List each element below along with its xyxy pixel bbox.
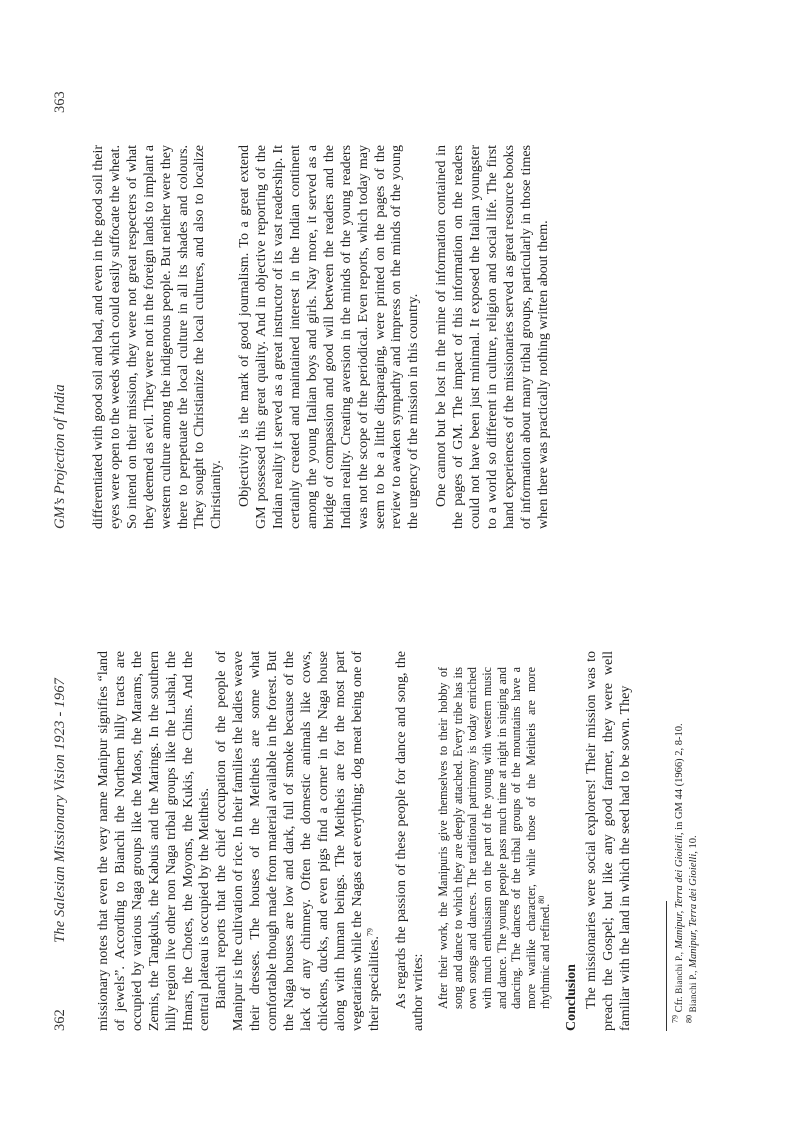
- paragraph: missionary notes that even the very name Manipur signifies “land of jewels”. According to Bianchi the Northern hilly tracts are occupied by various Naga groups like the Maos, the Marams, the Zemis, the Tangkuls, the Kabuis and the Marings. In the southern hilly region live other non Naga tribal groups like the Lushai, the Hmars, the Chotes, the Moyons, the Kukis, the Chins. And the central plateau is occupied by the Meitheis.: [96, 651, 213, 1031]
- block-quote: [436, 667, 553, 1009]
- right-page: [0, 0, 793, 561]
- footnote-marker: 79: [364, 928, 374, 937]
- footnote-number: 79: [670, 1015, 680, 1023]
- footnote-title: Manipur, Terra dei Gioielli,: [674, 832, 685, 950]
- footnote-marker: 80: [537, 895, 547, 904]
- running-title: GM’s Projection of India: [52, 384, 68, 529]
- footnote-rest: 10.: [687, 835, 699, 849]
- footnotes: [670, 651, 701, 1031]
- right-page-body: [91, 145, 553, 529]
- paragraph: Objectivity is the mark of good journalism. To a great extend GM possessed this great quality. And in objective reporting of the Indian reality it served as a great instructor of its vast readership. It certainly created and maintained interest in the Indian continent among the young Italian boys and girls. Nay more, it served as a bridge of compassion and good will between the readers and the Indian reality. Creating aversion in the minds of the young readers was not the scope of the periodical. Even reports, which today may seem to be a little disparaging, were printed on the pages of the review to awaken sympathy and impress on the minds of the young the urgency of the mission in this country.: [237, 145, 422, 529]
- footnote: [670, 651, 687, 1031]
- page-number: 363: [52, 91, 68, 113]
- footnote-rest: in GM 44 (1966) 2, 8-10.: [674, 723, 685, 830]
- quote-text: After their work, the Manipuris give themselves to their hobby of song and dance to which they are deeply attached. Every tribe has its own songs and dances. The traditional patrimony is today enriched with much enthusiasm on the part of the young with western music and dance. The young people pass much time at night in singing and dancing. The dances of the tribal groups of the mountains have a more warlike character, while those of the Meitheis are more rhythmic and refined.: [436, 667, 553, 1009]
- footnote-rule: [666, 901, 667, 1031]
- left-page-body: [96, 651, 635, 1031]
- paragraph: The missionaries were social explorers! Their mission was to preach the Gospel; but like any good farmer, they were well familiar with the land in which the seed had to be sown. They: [583, 651, 633, 1031]
- paragraph: differentiated with good soil and bad, and even in the good soil their eyes were open to the weeds which could easily suffocate the wheat. So intend on their mission, they were not great respecters of what they deemed as evil. They were not in the foreign lands to implant a western culture among the indigenous people. But neither were they there to perpetuate the local culture in all its shades and colours. They sought to Christianize the local cultures, and also to localize Christianity.: [91, 145, 225, 529]
- footnote-number: 80: [684, 1015, 694, 1023]
- running-title: The Salesian Missionary Vision 1923 - 1967: [52, 677, 68, 943]
- page-number: 362: [52, 1009, 68, 1031]
- footnote-author: Bianchi P.,: [674, 951, 684, 994]
- footnote-prefix: Cfr.: [674, 993, 685, 1013]
- section-heading: Conclusion: [563, 964, 579, 1031]
- paragraph: As regards the passion of these people for dance and song, the author writes:: [394, 651, 427, 1031]
- paragraph: One cannot but be lost in the mine of information contained in the pages of GM. The impact of this information on the readers could not have been just minimal. It exposed the Italian youngster to a world so different in culture, religion and social life. The first hand experiences of the missionaries served as great resource books of information about many tribal groups, particularly in those times when there was practically nothing written about them.: [434, 145, 551, 529]
- footnote: [684, 651, 701, 1031]
- paragraph: [214, 651, 383, 1031]
- footnote-title: Manipur, Terra dei Gioielli,: [687, 851, 699, 968]
- paragraph-text: Bianchi reports that the chief occupation of the people of Manipur is the cultivation of rice. In their families the ladies weave their dresses. The houses of the Meitheis are some what comfortable though made from material available in the forest. But the Naga houses are low and dark, full of smoke because of the lack of any chimney. Often the domestic animals like cows, chickens, ducks, and even pigs find a corner in the Naga house along with human beings. The Meitheis are for the most part vegetarians while the Nagas eat everything; dog meat being one of their specialities.: [214, 651, 382, 1031]
- left-page: [0, 562, 793, 1123]
- footnote-author: Bianchi P.,: [687, 970, 698, 1013]
